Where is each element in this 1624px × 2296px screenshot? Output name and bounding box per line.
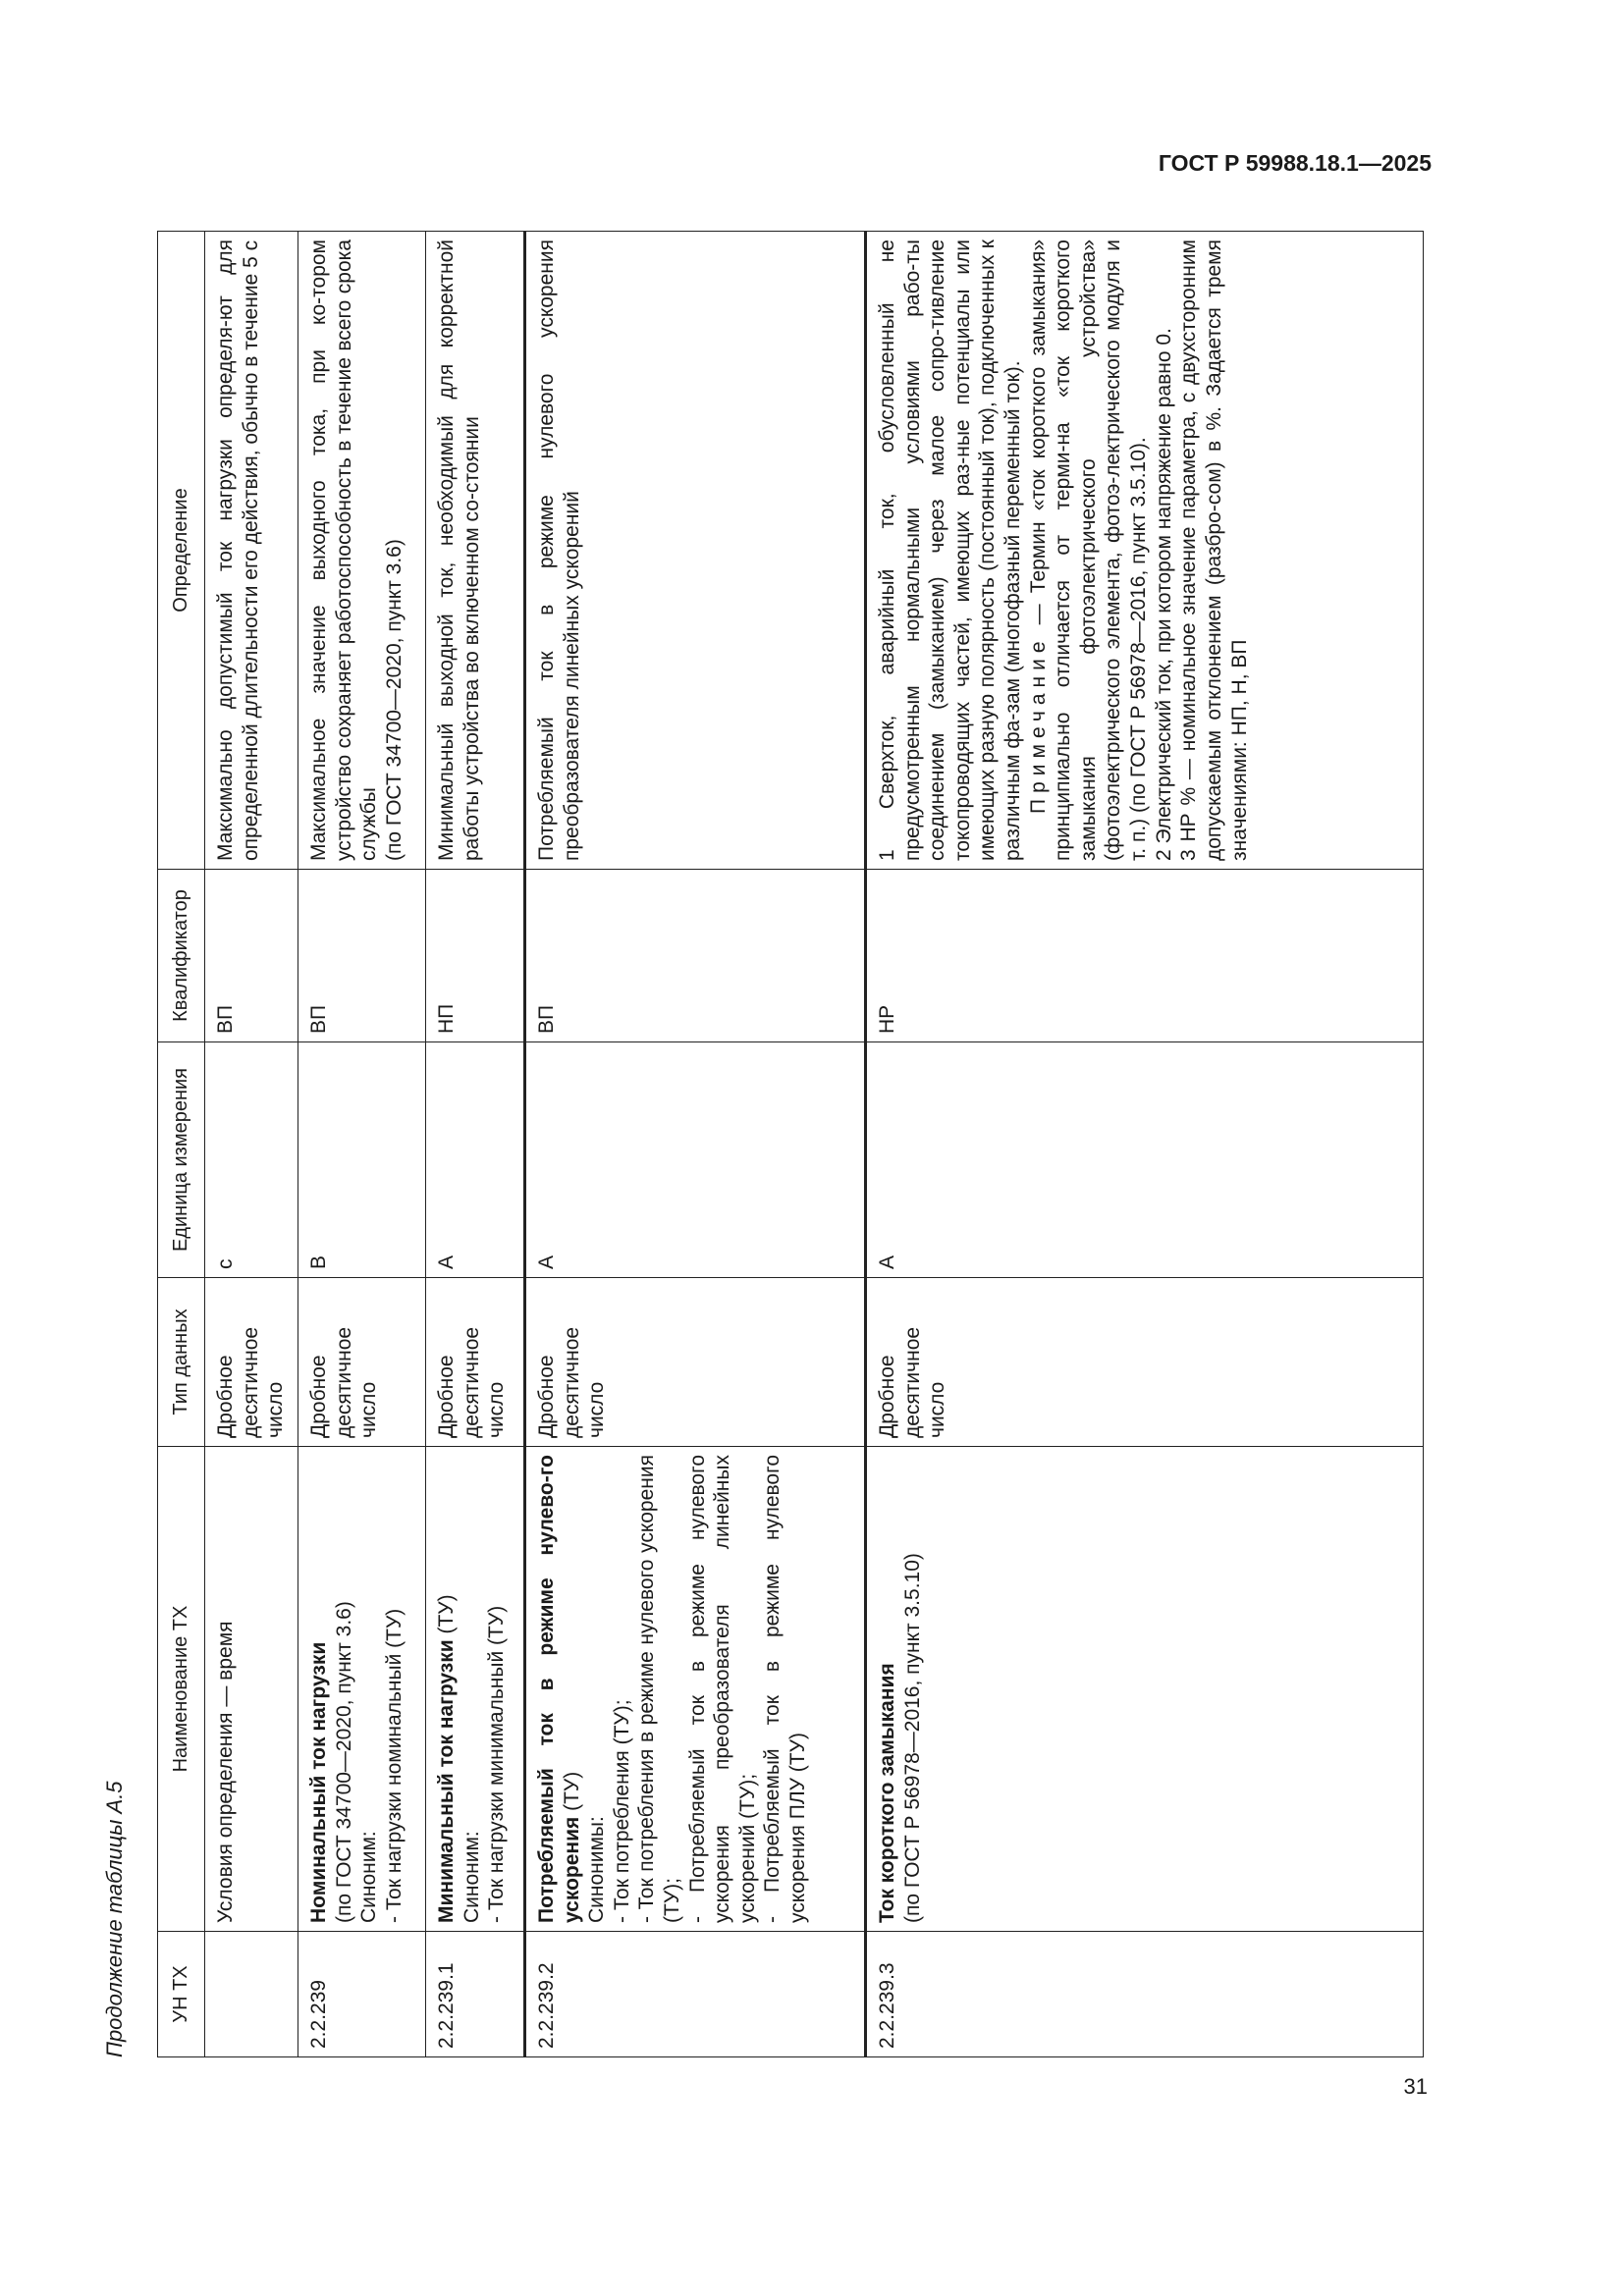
- cell-definition: [298, 232, 426, 870]
- cell-name: [426, 1447, 525, 1932]
- cell-id: [205, 1932, 298, 2057]
- cell-unit: А: [426, 1042, 525, 1278]
- cell-definition-ref: (по ГОСТ 34700—2020, пункт 3.6): [382, 539, 406, 861]
- cell-id: 2.2.239: [298, 1932, 426, 2057]
- note-text: — Термин «ток короткого замыкания» принципиально отличается от терми-на «ток короткого замыкания фотоэлектрического устройства» (фотоэлектрического элемента, фотоэ-лектрического модуля и т. п.) (по ГОСТ Р 56978—2016, пункт 3.5.10).: [1026, 240, 1151, 861]
- col-header-unit: Единица измерения: [158, 1042, 205, 1278]
- table-row: [426, 232, 525, 2057]
- cell-name-line: - Потребляемый ток в режиме нулевого ускорения ПЛУ (ТУ): [761, 1455, 810, 1923]
- cell-name-title: Условия определения — время: [214, 1621, 237, 1923]
- cell-name-title: Ток короткого замыкания: [876, 1663, 898, 1923]
- table-row: [298, 232, 426, 2057]
- cell-name-title: Номинальный ток нагрузки: [307, 1641, 330, 1923]
- cell-definition: Максимально допустимый ток нагрузки определя-ют для определенной длительности его действия, обычно в течение 5 с: [205, 232, 298, 870]
- cell-type: Дробное десятичное число: [426, 1278, 525, 1447]
- cell-type: Дробное десятичное число: [866, 1278, 1424, 1447]
- cell-name: [205, 1447, 298, 1932]
- cell-name-line: (по ГОСТ Р 56978—2016, пункт 3.5.10): [900, 1553, 924, 1923]
- cell-qualifier: НР: [866, 870, 1424, 1042]
- rotated-table-wrapper: [157, 232, 1424, 2057]
- cell-unit: В: [298, 1042, 426, 1278]
- cell-id: 2.2.239.2: [525, 1932, 866, 2057]
- col-header-id: УН ТХ: [158, 1932, 205, 2057]
- cell-qualifier: ВП: [298, 870, 426, 1042]
- col-header-type: Тип данных: [158, 1278, 205, 1447]
- table-row: [205, 232, 298, 2057]
- col-header-name: Наименование ТХ: [158, 1447, 205, 1932]
- cell-type: Дробное десятичное число: [298, 1278, 426, 1447]
- cell-definition-text: Максимальное значение выходного тока, при ко-тором устройство сохраняет работоспособность в течение всего срока службы: [307, 240, 381, 861]
- cell-name-line: - Ток потребления в режиме нулевого ускорения (ТУ);: [635, 1455, 684, 1923]
- cell-definition: Минимальный выходной ток, необходимый для корректной работы устройства во включенном со-стоянии: [426, 232, 525, 870]
- cell-name-line: - Ток нагрузки номинальный (ТУ): [382, 1608, 406, 1923]
- cell-name-title: Минимальный ток нагрузки: [435, 1639, 458, 1923]
- cell-definition-note: [1026, 240, 1152, 861]
- table-caption: Продолжение таблицы А.5: [102, 1781, 127, 2057]
- cell-definition-para: 2 Электрический ток, при котором напряжение равно 0.: [1152, 328, 1175, 861]
- cell-name-line: - Ток нагрузки минимальный (ТУ): [485, 1605, 509, 1923]
- cell-name-line: Синоним:: [357, 1831, 381, 1923]
- cell-name: [525, 1447, 866, 1932]
- cell-name-line: - Потребляемый ток в режиме нулевого ускорения преобразователя линейных ускорений (ТУ);: [685, 1455, 759, 1923]
- cell-definition-para: 1 Сверхток, аварийный ток, обусловленный не предусмотренным нормальными условиями рабо-ты соединением (замыканием) через малое сопро-тивление токопроводящих частей, имеющих раз-ные потенциалы или имеющих разную полярность (постоянный ток), подключенных к различным фа-зам (многофазный переменный ток).: [876, 240, 1025, 861]
- cell-unit: А: [866, 1042, 1424, 1278]
- document-code: ГОСТ Р 59988.18.1—2025: [1158, 150, 1432, 176]
- cell-qualifier: ВП: [205, 870, 298, 1042]
- cell-type: Дробное десятичное число: [525, 1278, 866, 1447]
- cell-name-ref: (ТУ): [435, 1594, 458, 1640]
- cell-definition: Потребляемый ток в режиме нулевого ускорения преобразователя линейных ускорений: [525, 232, 866, 870]
- cell-name: [866, 1447, 1424, 1932]
- table-row: [866, 232, 1424, 2057]
- cell-name-ref: (ТУ): [560, 1771, 583, 1817]
- cell-unit: А: [525, 1042, 866, 1278]
- cell-id: 2.2.239.3: [866, 1932, 1424, 2057]
- cell-name-line: (по ГОСТ 34700—2020, пункт 3.6): [332, 1601, 355, 1923]
- cell-unit: с: [205, 1042, 298, 1278]
- table-row: [525, 232, 866, 2057]
- page-number: 31: [1403, 2074, 1428, 2099]
- table-header-row: [158, 232, 205, 2057]
- cell-id: 2.2.239.1: [426, 1932, 525, 2057]
- cell-qualifier: ВП: [525, 870, 866, 1042]
- col-header-definition: Определение: [158, 232, 205, 870]
- cell-type: Дробное десятичное число: [205, 1278, 298, 1447]
- cell-name-title: Потребляемый ток в режиме нулево-го ускорения: [535, 1455, 583, 1923]
- cell-name-line: Синонимы:: [585, 1816, 609, 1923]
- cell-name-line: - Ток потребления (ТУ);: [610, 1699, 633, 1923]
- data-table: [157, 231, 1424, 2057]
- cell-definition-para: 3 НР % — номинальное значение параметра, с двухсторонним допускаемым отклонением (разбро-сом) в %. Задается тремя значениями: НП, Н, ВП: [1177, 240, 1251, 861]
- col-header-qualifier: Квалификатор: [158, 870, 205, 1042]
- cell-definition: [866, 232, 1424, 870]
- cell-name-line: Синоним:: [460, 1831, 483, 1923]
- cell-qualifier: НП: [426, 870, 525, 1042]
- cell-name: [298, 1447, 426, 1932]
- note-label: Примечание: [1026, 635, 1050, 814]
